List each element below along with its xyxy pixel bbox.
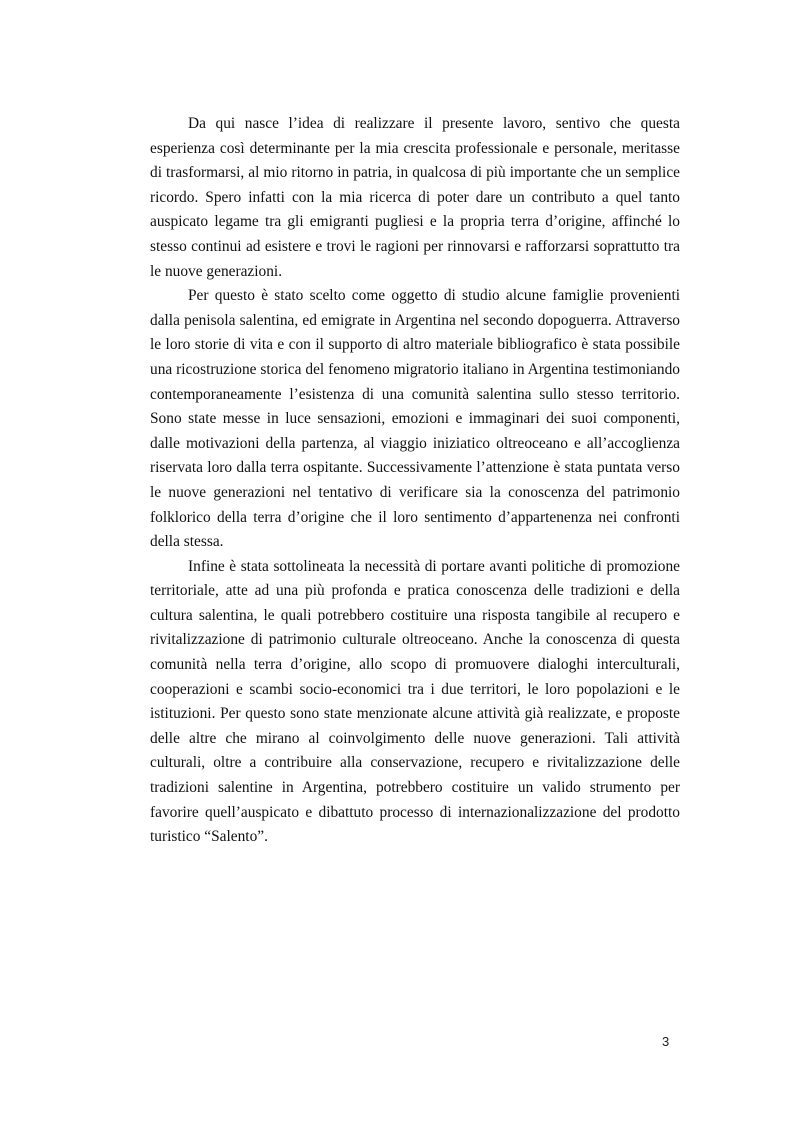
paragraph-2: Per questo è stato scelto come oggetto di studio alcune famiglie provenienti dalla penisola salentina, ed emigrate in Argentina nel secondo dopoguerra. Attraverso le loro storie di vita e con il supporto di altro materiale bibliografico è stata possibile una ricostruzione storica del fenomeno migratorio italiano in Argentina testimoniando contemporaneamente l’esistenza di una comunità salentina sullo stesso territorio. Sono state messe in luce sensazioni, emozioni e immaginari dei suoi componenti, dalle motivazioni della partenza, al viaggio iniziatico oltreoceano e all’accoglienza riservata loro dalla terra ospitante. Successivamente l’attenzione è stata puntata verso le nuove generazioni nel tentativo di verificare sia la conoscenza del patrimonio folklorico della terra d’origine che il loro sentimento d’appartenenza nei confronti della stessa. <box>150 287 680 551</box>
paragraph-3: Infine è stata sottolineata la necessità di portare avanti politiche di promozione territoriale, atte ad una più profonda e pratica conoscenza delle tradizioni e della cultura salentina, le quali potrebbero costituire una risposta tangibile al recupero e rivitalizzazione di patrimonio culturale oltreoceano. Anche la conoscenza di questa comunità nella terra d’origine, allo scopo di promuovere dialoghi interculturali, cooperazioni e scambi socio-economici tra i due territori, le loro popolazioni e le istituzioni. Per questo sono state menzionate alcune attività già realizzate, e proposte delle altre che mirano al coinvolgimento delle nuove generazioni. Tali attività culturali, oltre a contribuire alla conservazione, recupero e rivitalizzazione delle tradizioni salentine in Argentina, potrebbero costituire un valido strumento per favorire quell’auspicato e dibattuto processo di internazionalizzazione del prodotto turistico “Salento”. <box>150 557 680 846</box>
page-number: 3 <box>662 1034 670 1049</box>
paragraph-1: Da qui nasce l’idea di realizzare il presente lavoro, sentivo che questa esperienza così determinante per la mia crescita professionale e personale, meritasse di trasformarsi, al mio ritorno in patria, in qualcosa di più importante che un semplice ricordo. Spero infatti con la mia ricerca di poter dare un contributo a quel tanto auspicato legame tra gli emigranti pugliesi e la propria terra d’origine, affinché lo stesso continui ad esistere e trovi le ragioni per rinnovarsi e rafforzarsi soprattutto tra le nuove generazioni. <box>150 115 680 280</box>
body-text <box>150 112 680 850</box>
